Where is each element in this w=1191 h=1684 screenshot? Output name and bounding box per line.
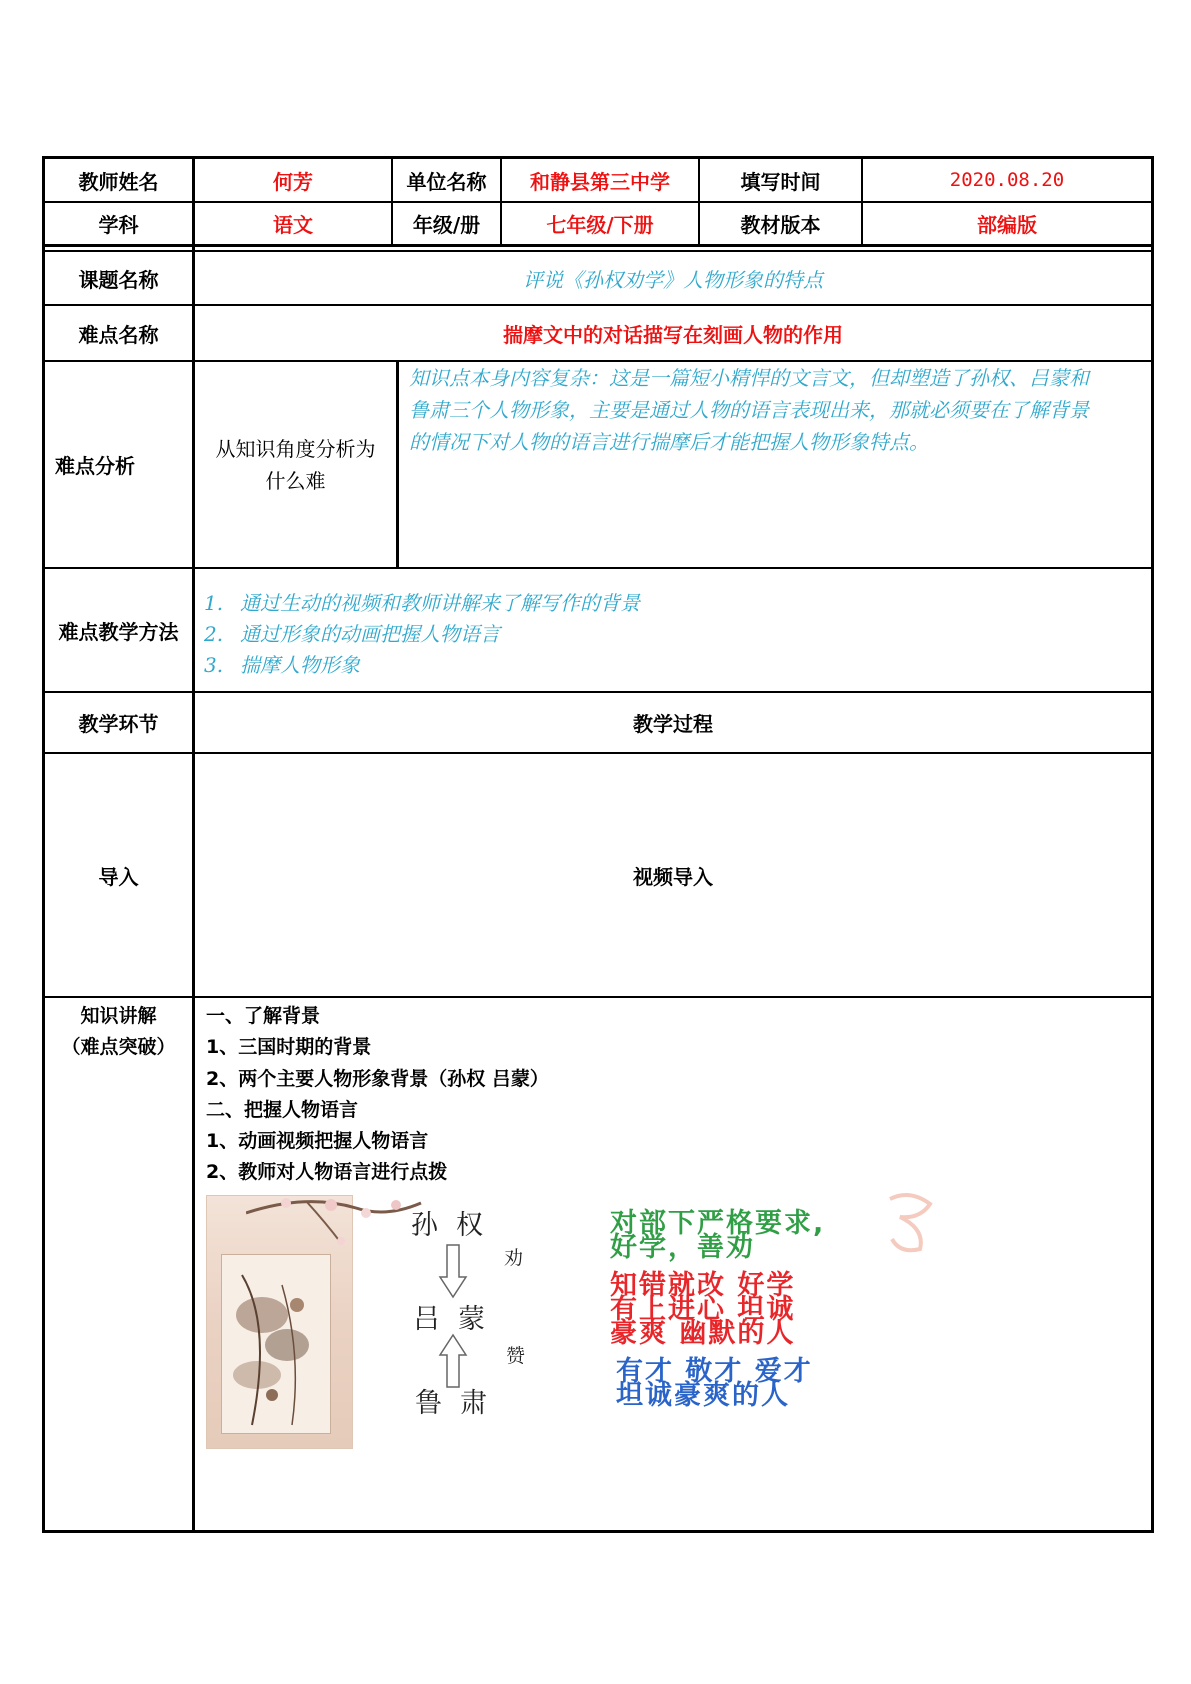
- knowledge-line: 1、三国时期的背景: [206, 1036, 372, 1059]
- ink-flower-art: [222, 1255, 330, 1433]
- knowledge-label: 知识讲解 （难点突破）: [61, 1005, 176, 1058]
- knowledge-line: 一、了解背景: [206, 1005, 321, 1027]
- unit-name-value: 和静县第三中学: [530, 169, 670, 194]
- fill-date-value: 2020.08.20: [949, 169, 1065, 191]
- arrow-up-icon: [438, 1333, 468, 1389]
- knowledge-content: [206, 1001, 1136, 1189]
- methods-item: 1. 通过生动的视频和教师讲解来了解写作的背景: [204, 591, 640, 615]
- grade-label: 年级/册: [412, 213, 481, 237]
- methods-label: 难点教学方法: [58, 619, 179, 644]
- teaching-process-label: 教学过程: [633, 712, 713, 736]
- lv-meng-trait-line: 知错就改 好学: [610, 1270, 796, 1301]
- sun-quan-trait-line: 对部下严格要求,: [610, 1208, 826, 1239]
- knowledge-line: 2、教师对人物语言进行点拨: [206, 1161, 448, 1184]
- analysis-label: 难点分析: [55, 454, 135, 478]
- edition-label: 教材版本: [740, 213, 821, 237]
- knowledge-line: 1、动画视频把握人物语言: [206, 1130, 429, 1153]
- subject-label: 学科: [98, 213, 139, 237]
- plum-blossom-branch-art: [246, 1183, 426, 1253]
- methods-item: 2. 通过形象的动画把握人物语言: [204, 622, 500, 646]
- lv-meng-trait-line: 有上进心 坦诚: [610, 1294, 796, 1325]
- grade-value: 七年级/下册: [546, 213, 654, 237]
- fill-date-label: 填写时间: [740, 169, 821, 194]
- teacher-name-value: 何芳: [273, 169, 313, 194]
- knowledge-line: 二、把握人物语言: [206, 1098, 359, 1121]
- methods-list: [204, 588, 1134, 681]
- analysis-text-line: 鲁肃三个人物形象，主要是通过人物的语言表现出来，那就必须要在了解背景: [409, 398, 1089, 422]
- row-divider: [42, 567, 1154, 569]
- lv-meng-trait-line: 豪爽 幽默的人: [610, 1318, 796, 1349]
- knowledge-line: 2、两个主要人物形象背景（孙权 吕蒙）: [206, 1067, 549, 1090]
- decorative-seal-art: [880, 1189, 940, 1259]
- topic-label: 课题名称: [78, 267, 159, 292]
- row-divider: [42, 996, 1154, 998]
- sun-quan-label: 孙权: [411, 1210, 501, 1241]
- unit-name-label: 单位名称: [406, 169, 487, 194]
- scroll-painting-panel: [221, 1254, 331, 1434]
- methods-item: 3. 揣摩人物形象: [204, 653, 360, 677]
- zan-label: 赞: [506, 1345, 526, 1367]
- teaching-stage-label: 教学环节: [78, 712, 159, 736]
- analysis-text-line: 的情况下对人物的语言进行揣摩后才能把握人物形象特点。: [409, 430, 929, 454]
- row-divider: [42, 244, 1154, 247]
- difficulty-value: 揣摩文中的对话描写在刻画人物的作用: [503, 322, 843, 347]
- intro-value: 视频导入: [633, 864, 713, 889]
- table-border-bottom: [42, 1530, 1154, 1533]
- lv-meng-label: 吕蒙: [413, 1304, 503, 1335]
- lu-su-label: 鲁肃: [415, 1388, 505, 1419]
- analysis-text: [399, 362, 1151, 542]
- subject-value: 语文: [273, 213, 313, 237]
- lu-su-trait-line: 坦诚豪爽的人: [616, 1380, 790, 1411]
- intro-label: 导入: [98, 864, 139, 889]
- analysis-angle-line: 从知识角度分析为: [215, 436, 376, 461]
- arrow-down-icon: [438, 1243, 468, 1299]
- character-relationship-illustration: [206, 1183, 934, 1453]
- teacher-name-label: 教师姓名: [78, 169, 159, 194]
- topic-value: 评说《孙权劝学》人物形象的特点: [523, 267, 823, 292]
- difficulty-label: 难点名称: [78, 322, 159, 347]
- lu-su-trait-line: 有才 敬才 爱才: [616, 1356, 813, 1387]
- edition-value: 部编版: [977, 213, 1037, 237]
- analysis-angle-line: 什么难: [265, 468, 326, 493]
- quan-label: 劝: [504, 1247, 524, 1269]
- sun-quan-trait-line: 好学，善劝: [610, 1232, 755, 1263]
- analysis-text-line: 知识点本身内容复杂：这是一篇短小精悍的文言文，但却塑造了孙权、吕蒙和: [409, 366, 1089, 390]
- analysis-angle: [195, 362, 396, 567]
- table-border-right: [1151, 156, 1154, 1533]
